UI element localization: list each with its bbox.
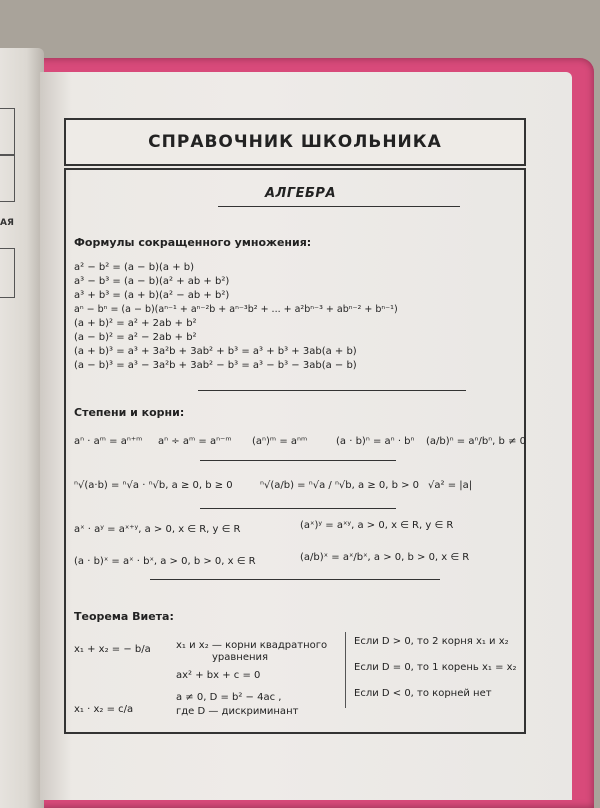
formula-line: (a + b)² = a² + 2ab + b² — [74, 318, 197, 329]
formula-root: ⁿ√(a/b) = ⁿ√a / ⁿ√b, a ≥ 0, b > 0 — [260, 480, 420, 491]
left-page-box — [0, 154, 15, 202]
formula-real-power: (aˣ)ʸ = aˣʸ, a > 0, x ∈ R, y ∈ R — [300, 520, 454, 531]
formula-line: aⁿ − bⁿ = (a − b)(aⁿ⁻¹ + aⁿ⁻²b + aⁿ⁻³b² + ... + a²bⁿ⁻³ + abⁿ⁻² + bⁿ⁻¹) — [74, 304, 398, 315]
formula-real-power: (a/b)ˣ = aˣ/bˣ, a > 0, b > 0, x ∈ R — [300, 552, 470, 563]
section-title: АЛГЕБРА — [265, 186, 337, 201]
formula-line: a³ − b³ = (a − b)(a² + ab + b²) — [74, 276, 230, 287]
vieta-equation: ax² + bx + c = 0 — [176, 670, 261, 681]
left-page-fragment: АЯ — [0, 218, 14, 228]
left-page — [0, 48, 44, 808]
vieta-separator — [345, 632, 346, 708]
formula-power: (a · b)ⁿ = aⁿ · bⁿ — [336, 436, 415, 447]
formula-line: a² − b² = (a − b)(a + b) — [74, 262, 194, 273]
formula-root: ⁿ√(a·b) = ⁿ√a · ⁿ√b, a ≥ 0, b ≥ 0 — [74, 480, 233, 491]
formula-line: (a + b)³ = a³ + 3a²b + 3ab² + b³ = a³ + b³ + 3ab(a + b) — [74, 346, 357, 357]
vieta-condition: где D — дискриминант — [176, 706, 299, 717]
formula-power: (aⁿ)ᵐ = aⁿᵐ — [252, 436, 308, 447]
abbrev-mult-heading: Формулы сокращенного умножения: — [74, 236, 312, 249]
vieta-condition: a ≠ 0, D = b² − 4ac , — [176, 692, 282, 703]
vieta-roots-desc: уравнения — [212, 652, 269, 663]
formula-real-power: (a · b)ˣ = aˣ · bˣ, a > 0, b > 0, x ∈ R — [74, 556, 256, 567]
vieta-case: Если D < 0, то корней нет — [354, 688, 492, 699]
formula-line: (a − b)³ = a³ − 3a²b + 3ab² − b³ = a³ − b³ − 3ab(a − b) — [74, 360, 357, 371]
vieta-heading: Теорема Виета: — [74, 610, 174, 623]
formula-line: (a − b)² = a² − 2ab + b² — [74, 332, 197, 343]
section-underline — [218, 206, 460, 207]
divider — [150, 579, 440, 580]
vieta-product: x₁ · x₂ = c/a — [74, 704, 134, 715]
divider — [198, 390, 466, 391]
page-title: СПРАВОЧНИК ШКОЛЬНИКА — [64, 118, 526, 166]
formula-real-power: aˣ · aʸ = aˣ⁺ʸ, a > 0, x ∈ R, y ∈ R — [74, 524, 241, 535]
left-page-box — [0, 108, 15, 156]
divider — [200, 508, 396, 509]
formula-power: aⁿ ÷ aᵐ = aⁿ⁻ᵐ — [158, 436, 232, 447]
left-page-box — [0, 248, 15, 298]
formula-power: (a/b)ⁿ = aⁿ/bⁿ, b ≠ 0 — [426, 436, 526, 447]
vieta-case: Если D > 0, то 2 корня x₁ и x₂ — [354, 636, 509, 647]
formula-root: √a² = |a| — [428, 480, 473, 491]
powers-heading: Степени и корни: — [74, 406, 185, 419]
vieta-roots-desc: x₁ и x₂ — корни квадратного — [176, 640, 328, 651]
vieta-sum: x₁ + x₂ = − b/a — [74, 644, 151, 655]
formula-line: a³ + b³ = (a + b)(a² − ab + b²) — [74, 290, 230, 301]
vieta-case: Если D = 0, то 1 корень x₁ = x₂ — [354, 662, 517, 673]
formula-power: aⁿ · aᵐ = aⁿ⁺ᵐ — [74, 436, 143, 447]
divider — [200, 460, 396, 461]
